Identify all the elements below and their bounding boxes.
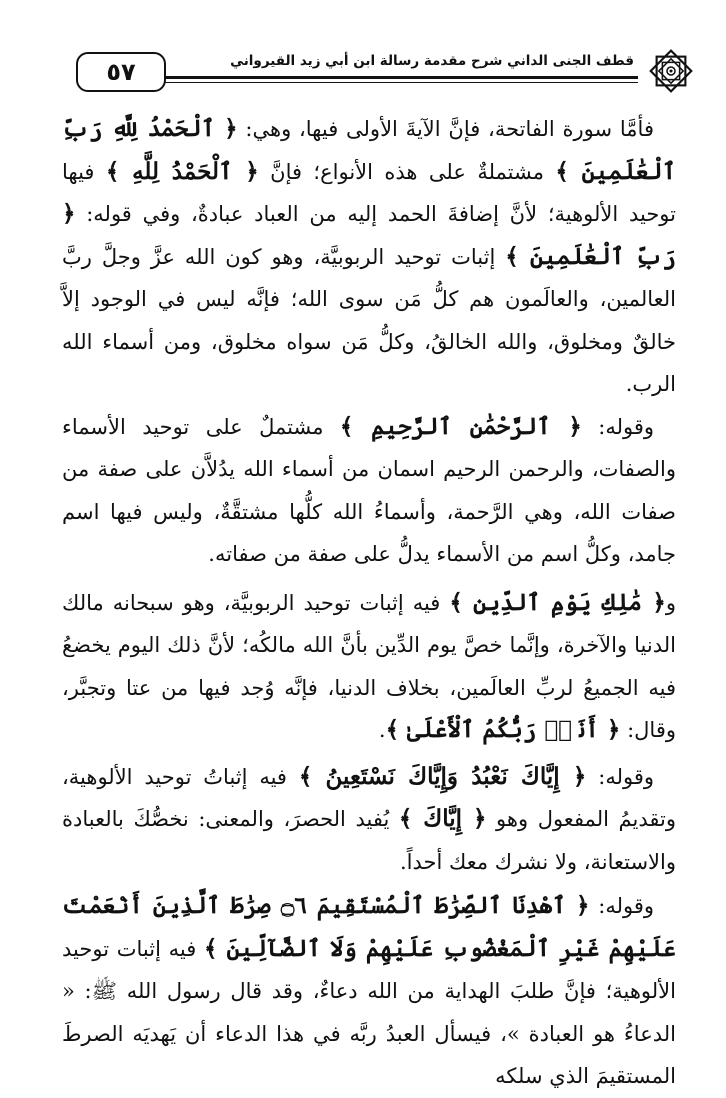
page-body: [62, 108, 676, 1098]
header-rule-thick: [152, 76, 638, 79]
running-header-title: قطف الجنى الداني شرح مقدمة رسالة ابن أبي زيد القيرواني: [230, 53, 634, 69]
page-number: ٥٧: [106, 58, 136, 86]
quran-quote: ﴿ مَٰلِكِ يَوْمِ ٱلدِّينِ ﴾: [449, 588, 666, 616]
text-run: وقوله:: [586, 764, 655, 789]
quran-quote: ﴿ إِيَّاكَ نَعْبُدُ وَإِيَّاكَ نَسْتَعِينُ ﴾: [298, 762, 587, 790]
paragraph: [62, 108, 676, 406]
quran-quote: ﴿ أَنَا۠ رَبُّكُمُ ٱلْأَعْلَىٰ ﴾: [385, 716, 621, 743]
text-run: وقوله:: [589, 894, 655, 918]
text-run: فيه إثباتُ توحيد الألوهية، وتقديمُ المفعول وهو: [62, 764, 676, 831]
quran-quote: ﴿ ٱهْدِنَا ٱلصِّرَٰطَ ٱلْمُسْتَقِيمَ ۝٦ صِرَٰطَ ٱلَّذِينَ أَنْعَمْتَ عَلَيْهِمْ غَيْرِ ٱلْمَغْضُوبِ عَلَيْهِمْ وَلَا ٱلضَّآلِّينَ ﴾: [62, 892, 676, 962]
text-run: و: [665, 590, 676, 615]
quran-quote: ﴿ ٱلرَّحْمَٰنِ ٱلرَّحِيمِ ﴾: [339, 412, 582, 440]
text-run: .: [378, 718, 386, 742]
quran-quote: ﴿ ٱلْحَمْدُ لِلَّهِ ﴾: [105, 157, 259, 185]
text-run: فيه إثبات توحيد الألوهية؛ فإنَّ طلبَ الهداية من الله دعاءٌ، وقد قال رسول الله ﷺ: « الدعاءُ هو العبادة »، فيسأل العبدُ ربَّه في هذا الدعاء أن يَهديَه الصرطَ المستقيمَ الذي سلكه: [62, 936, 676, 1088]
header-rule-thin: [152, 82, 638, 83]
paragraph: [62, 885, 676, 1098]
page-number-box: [76, 52, 166, 92]
text-run: وقوله:: [581, 414, 655, 439]
eight-point-star-ornament-icon: [648, 48, 694, 94]
paragraph: [62, 582, 676, 752]
text-run: فيها توحيد الألوهية؛ لأنَّ إضافةَ الحمد إليه من العباد عبادةٌ، وفي قوله:: [62, 159, 676, 226]
text-run: مشتملٌ على توحيد الأسماء والصفات، والرحمن الرحيم اسمان من أسماء الله يدُلاَّن على صفة من صفات الله، وهي الرَّحمة، وأسماءُ الله كلُّها مشتقَّةٌ، وليس فيها اسم جامد، وكلُّ اسم من الأسماء يدلُّ على صفة من صفاته.: [62, 414, 676, 566]
paragraph: [62, 756, 676, 884]
page-header: [52, 40, 694, 100]
text-run: إثبات توحيد الربوبيَّة، وهو كون الله عزَّ وجلَّ ربَّ العالمين، والعالَمون هم كلُّ مَن سوى الله؛ فإنَّه ليس في الوجود إلاَّ خالقٌ ومخلوق، والله الخالقُ، وكلُّ مَن سواه مخلوق، ومن أسماء الله الرب.: [62, 244, 676, 396]
quran-quote: ﴿ إِيَّاكَ ﴾: [398, 805, 487, 832]
text-run: مشتملةٌ على هذه الأنواع؛ فإنَّ: [258, 159, 556, 184]
text-run: يُفيد الحصرَ، والمعنى: نخصُّكَ بالعبادة والاستعانة، ولا نشرك معك أحداً.: [62, 807, 676, 874]
text-run: فيه إثبات توحيد الربوبيَّة، وهو سبحانه مالك الدنيا والآخرة، وإنَّما خصَّ يوم الدِّين بأنَّ الله مالكُه؛ لأنَّ ذلك اليوم يخضعُ فيه الجميعُ لربِّ العالَمين، بخلاف الدنيا، فإنَّه وُجد فيها من عتا وتجبَّر، وقال:: [62, 590, 676, 742]
paragraph: [62, 406, 676, 576]
quran-quote: ﴿ رَبِّ ٱلْعَٰلَمِينَ ﴾: [62, 200, 676, 270]
quran-quote: ﴿ ٱلْحَمْدُ لِلَّهِ رَبِّ ٱلْعَٰلَمِينَ ﴾: [62, 115, 676, 185]
text-run: فأمَّا سورة الفاتحة، فإنَّ الآيةَ الأولى فيها، وهي:: [237, 117, 654, 141]
